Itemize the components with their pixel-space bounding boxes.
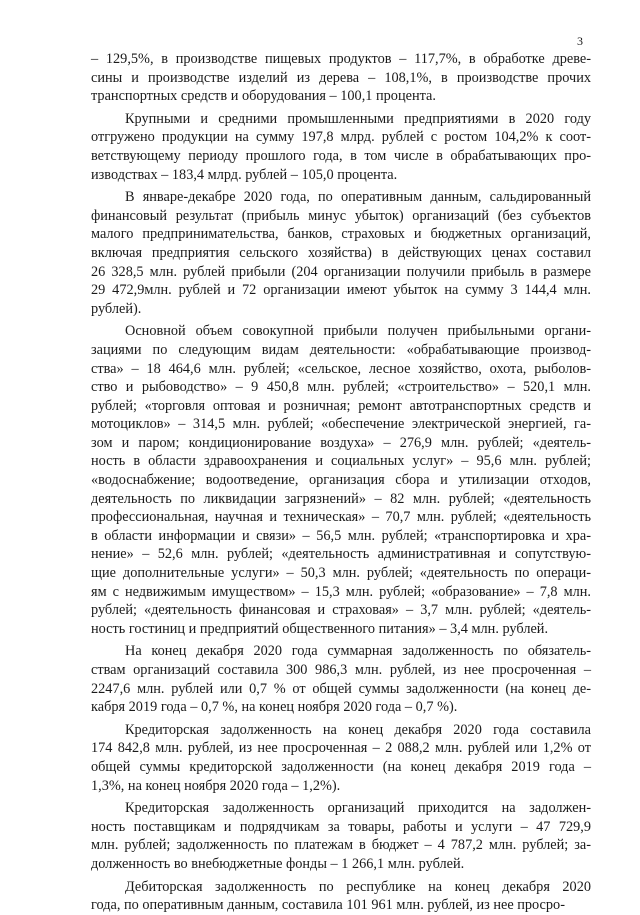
text-line: Дебиторская задолженность по республике на конец декабря 2020 <box>125 878 591 895</box>
text-line: ствам организаций составила 300 986,3 млн. рублей, из нее просроченная – <box>91 662 591 678</box>
text-line: ность гостиниц и предприятий общественного питания» – 3,4 млн. рублей. <box>91 620 549 637</box>
text-line: профессиональная, научная и техническая» – 70,7 млн. рублей; «деятельность <box>91 509 591 526</box>
text-line: Кредиторская задолженность на конец декабря 2020 года составила <box>125 721 591 738</box>
text-line: долженность во внебюджетные фонды – 1 266,1 млн. рублей. <box>91 855 465 872</box>
page-number: 3 <box>577 34 583 48</box>
text-line: 2247,6 млн. рублей или 0,7 % от общей суммы задолженности (на конец де- <box>91 680 591 697</box>
text-line: финансовый результат (прибыль минус убыток) организаций (без субъектов <box>91 207 591 224</box>
text-line: ям с недвижимым имуществом» – 15,3 млн. рублей; «образование» – 7,8 млн. <box>91 583 591 600</box>
text-line: На конец декабря 2020 года суммарная задолженность по обязатель- <box>125 643 591 660</box>
document-body <box>91 50 591 915</box>
text-line: включая предприятия сельского хозяйства) в действующих ценах составил <box>91 244 591 261</box>
text-line: Крупными и средними промышленными предприятиями в 2020 году <box>125 110 591 127</box>
text-line: рублей). <box>91 300 142 317</box>
paragraph <box>91 878 591 915</box>
text-line: деятельность по ликвидации загрязнений» – 82 млн. рублей; «деятельность <box>91 490 591 507</box>
paragraph <box>91 50 591 106</box>
text-line: рублей; «торговля оптовая и розничная; ремонт автотранспортных средств и <box>91 397 591 414</box>
text-line: щие дополнительные услуги» – 50,3 млн. рублей; «деятельность по операци- <box>91 565 591 582</box>
text-line: млн. рублей; задолженность по платежам в бюджет – 4 787,2 млн. рублей; за- <box>91 837 591 854</box>
text-line: в области информации и связи» – 56,5 млн. рублей; «транспортировка и хра- <box>91 527 591 544</box>
text-line: В январе-декабре 2020 года, по оперативным данным, сальдированный <box>125 189 591 206</box>
text-line: транспортных средств и оборудования – 100,1 процента. <box>91 88 436 105</box>
text-line: 29 472,9млн. рублей и 72 организации имеют убыток на сумму 3 144,4 млн. <box>91 282 591 299</box>
text-line: сины и производстве изделий из дерева – 108,1%, в производстве прочих <box>91 69 591 86</box>
text-line: «водоснабжение; водоотведение, организация сбора и утилизации отходов, <box>91 472 591 489</box>
text-line: мотоциклов» – 314,5 млн. рублей; «обеспечение электрической энергией, га- <box>91 416 591 433</box>
paragraph <box>91 322 591 638</box>
text-line: ство и рыбоводство» – 9 450,8 млн. рублей; «строительство» – 520,1 млн. <box>91 379 591 396</box>
text-line: 26 328,5 млн. рублей прибыли (204 организации получили прибыль в размере <box>91 263 591 280</box>
text-line: Основной объем совокупной прибыли получен прибыльными органи- <box>125 323 591 340</box>
text-line: 174 842,8 млн. рублей, из нее просроченная – 2 088,2 млн. рублей или 1,2% от <box>91 740 591 757</box>
paragraph <box>91 721 591 795</box>
text-line: малого предпринимательства, банков, страховых и бюджетных организаций, <box>91 226 591 243</box>
text-line: нение» – 52,6 млн. рублей; «деятельность административная и сопутствую- <box>91 546 591 563</box>
text-line: зом и паром; кондиционирование воздуха» – 276,9 млн. рублей; «деятель- <box>91 434 591 451</box>
paragraph <box>91 188 591 318</box>
text-line: 1,3%, на конец ноября 2020 года – 1,2%). <box>91 777 341 794</box>
text-line: ность поставщикам и подрядчикам за товары, работы и услуги – 47 729,9 <box>91 818 591 835</box>
text-line: изводствах – 183,4 млрд. рублей – 105,0 процента. <box>91 166 398 183</box>
paragraph <box>91 110 591 184</box>
paragraph <box>91 642 591 716</box>
text-line: зациями по следующим видам деятельности: «обрабатывающие производ- <box>91 341 591 358</box>
text-line: года, по оперативным данным, составила 101 961 млн. рублей, из нее просро- <box>91 897 565 914</box>
text-line: отгружено продукции на сумму 197,8 млрд. рублей с ростом 104,2% к соот- <box>91 129 591 146</box>
text-line: ность в области здравоохранения и социальных услуг» – 95,6 млн. рублей; <box>91 453 591 470</box>
text-line: ветствующему периоду прошлого года, в том числе в обрабатывающих про- <box>91 147 591 164</box>
text-line: рублей; «деятельность финансовая и страховая» – 3,7 млн. рублей; «деятель- <box>91 602 591 619</box>
text-line: общей суммы кредиторской задолженности (на конец декабря 2019 года – <box>91 758 591 775</box>
paragraph <box>91 799 591 873</box>
text-line: – 129,5%, в производстве пищевых продуктов – 117,7%, в обработке древе- <box>91 51 591 67</box>
text-line: Кредиторская задолженность организаций приходится на задолжен- <box>125 800 591 817</box>
text-line: кабря 2019 года – 0,7 %, на конец ноября 2020 года – 0,7 %). <box>91 699 458 716</box>
text-line: ства» – 18 464,6 млн. рублей; «сельское, лесное хозяйство, охота, рыболов- <box>91 360 591 377</box>
